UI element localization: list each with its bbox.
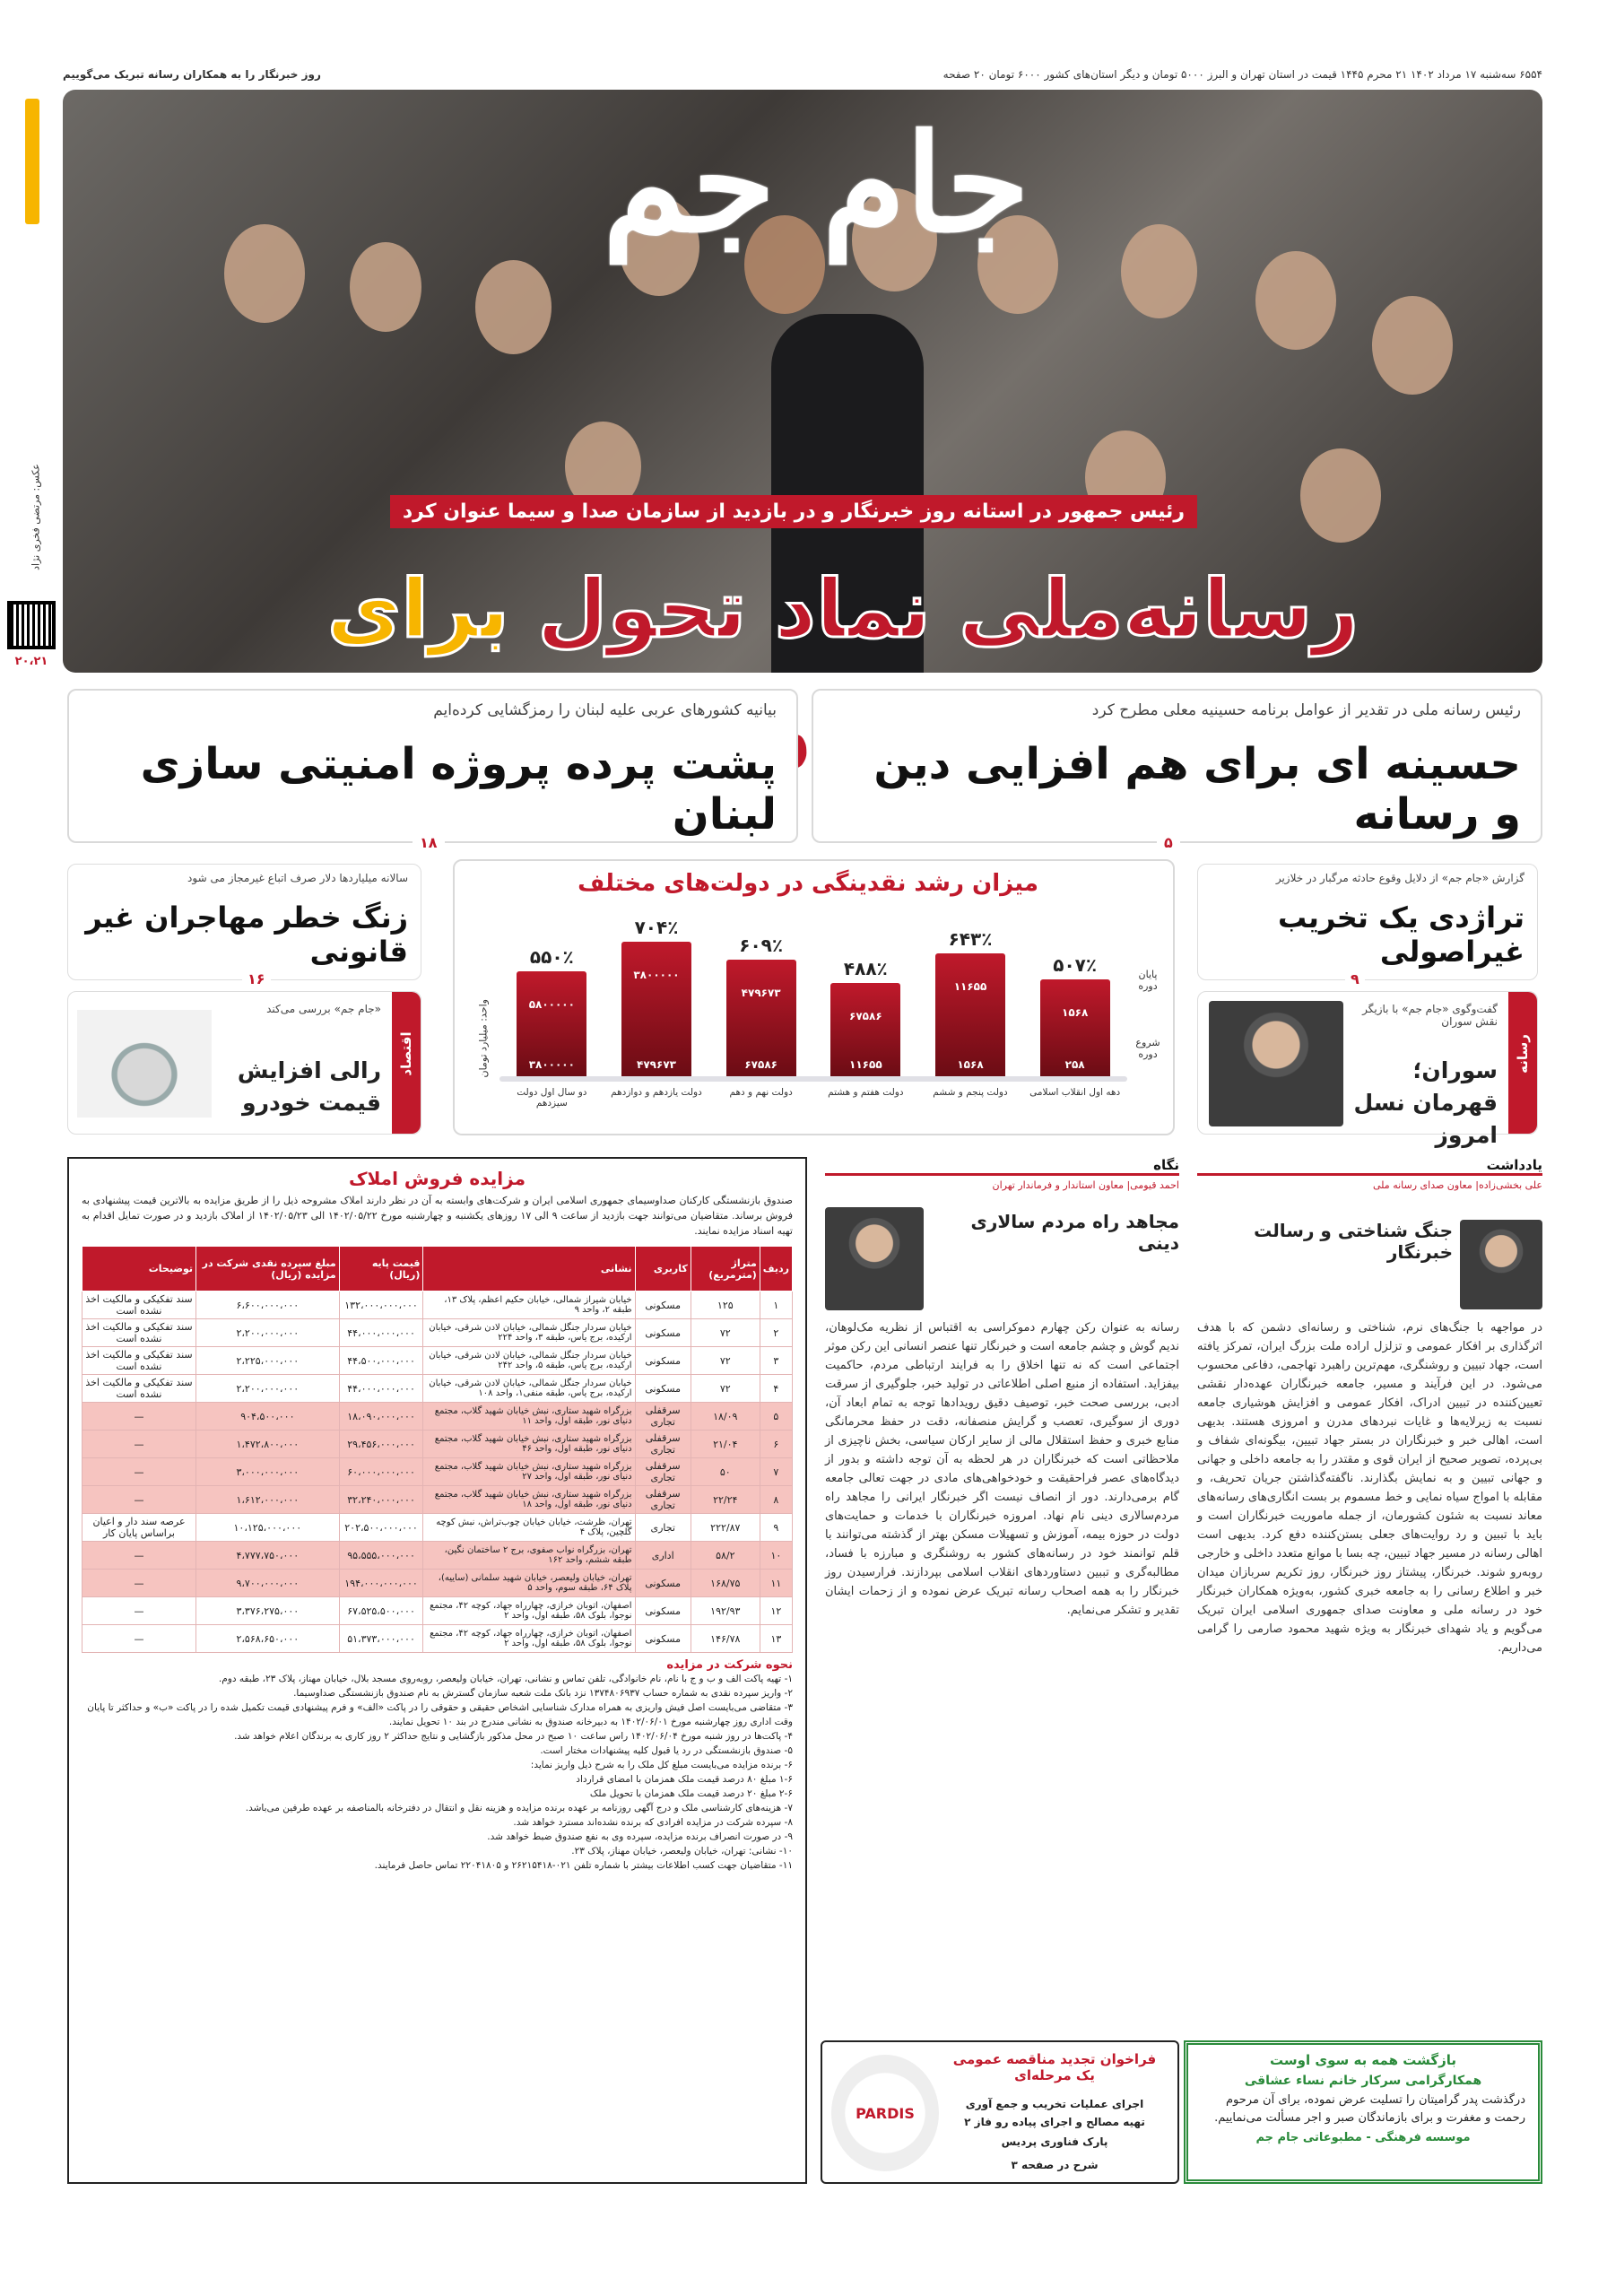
table-cell: ۳۲،۲۴۰،۰۰۰،۰۰۰ — [339, 1486, 423, 1514]
condolence-signature: موسسه فرهنگی - مطبوعاتی جام جم — [1255, 2131, 1471, 2144]
table-cell: ۴۴،۰۰۰،۰۰۰،۰۰۰ — [339, 1375, 423, 1403]
tender-ref: شرح در صفحه ۳ — [1011, 2159, 1099, 2171]
page-ref: ۱۸ — [413, 834, 445, 851]
story-headline: پشت پرده پروژه امنیتی سازی لبنان — [140, 739, 777, 839]
bar-growth-label: ۶۴۳٪ — [948, 928, 993, 950]
table-cell: ۹ — [760, 1514, 792, 1542]
howto-item: ۲-۶ مبلغ ۲۰ درصد قیمت ملک همزمان با تحویل ملک — [589, 1788, 793, 1799]
table-cell: ۱۹۲/۹۳ — [691, 1597, 760, 1625]
chart-plot-area — [499, 897, 1127, 1076]
chart-category-label: دولت یازدهم و دوازدهم — [611, 1087, 702, 1098]
table-cell: ۱۳۲،۰۰۰،۰۰۰،۰۰۰ — [339, 1292, 423, 1319]
table-cell: ۲ — [760, 1319, 792, 1347]
teaser-kicker: «جام جم» بررسی می‌کند — [266, 1003, 381, 1015]
table-cell: ۳ — [760, 1347, 792, 1375]
howto-item: ۸- سپرده شرکت در مزایده افرادی که برنده نشده‌اند مسترد خواهد شد. — [513, 1817, 793, 1828]
bar-start-value: ۶۷۵۸۶ — [744, 1058, 777, 1071]
table-cell: ۱۱ — [760, 1570, 792, 1597]
table-cell: ۱۲۵ — [691, 1292, 760, 1319]
teaser-media[interactable] — [1197, 991, 1538, 1148]
left-sidebar — [0, 90, 63, 673]
table-cell: ۲۹،۴۵۶،۰۰۰،۰۰۰ — [339, 1431, 423, 1458]
table-cell: ۱۹۴،۰۰۰،۰۰۰،۰۰۰ — [339, 1570, 423, 1597]
auction-title: مزایده فروش املاک — [349, 1168, 526, 1189]
table-cell: — — [83, 1486, 196, 1514]
condolence-line1: همکارگرامی سرکار خانم نساء عشاقی — [1244, 2074, 1482, 2088]
story-headline: تراژدی یک تخریب غیراصولی — [1278, 900, 1524, 969]
chart-category-label: دولت هفتم و هشتم — [828, 1087, 904, 1098]
table-header-cell: مبلغ سپرده نقدی شرکت در مزایده (ریال) — [196, 1247, 340, 1292]
table-cell: — — [83, 1542, 196, 1570]
bar-start-value: ۱۱۶۵۵ — [849, 1058, 882, 1071]
table-cell: مسکونی — [635, 1570, 691, 1597]
qr-code[interactable] — [7, 601, 56, 649]
table-cell: ۱۶۸/۷۵ — [691, 1570, 760, 1597]
table-cell: مسکونی — [635, 1319, 691, 1347]
chart-categories — [499, 1087, 1127, 1132]
masthead-logo: جام جم — [602, 105, 1030, 263]
table-cell: خیابان شیراز شمالی، خیابان حکیم اعظم، پلاک ۱۳، طبقه ۲، واحد ۹ — [423, 1292, 635, 1319]
teaser-kicker: گفت‌وگوی «جام جم» با بازیگر نقش سوران — [1362, 1003, 1498, 1028]
story-lebanon[interactable] — [67, 689, 798, 843]
chart-title: میزان رشد نقدینگی در دولت‌های مختلف — [578, 870, 1038, 897]
table-cell: ۲،۲۲۵،۰۰۰،۰۰۰ — [196, 1347, 340, 1375]
logo-text: PARDIS — [856, 2104, 915, 2122]
table-cell: تهران، بزرگراه نواب صفوی، برج ۲ ساختمان نگین، طبقه ششم، واحد ۱۶۲ — [423, 1542, 635, 1570]
table-header-cell: متراژ (مترمربع) — [691, 1247, 760, 1292]
howto-item: ۱-۶ مبلغ ۸۰ درصد قیمت ملک همزمان با امضای قرارداد — [576, 1774, 793, 1785]
table-row — [83, 1625, 793, 1653]
howto-item: ۹- در صورت انصراف برنده مزایده، سپرده وی به نفع صندوق ضبط خواهد شد. — [487, 1831, 793, 1842]
chart-axis-line — [499, 1076, 1127, 1082]
table-row — [83, 1431, 793, 1458]
note-author: علی بخشی‌زاده| معاون صدای رسانه ملی — [1373, 1179, 1542, 1191]
table-cell: سرقفلی تجاری — [635, 1458, 691, 1486]
bar-end-value: ۱۱۶۵۵ — [953, 980, 987, 993]
table-cell: سرقفلی تجاری — [635, 1403, 691, 1431]
table-header-cell: نشانی — [423, 1247, 635, 1292]
table-cell: تجاری — [635, 1514, 691, 1542]
table-header-cell: قیمت پایه (ریال) — [339, 1247, 423, 1292]
section-label: اقتصاد — [398, 1031, 414, 1076]
section-label: رسانه — [1515, 1034, 1531, 1074]
table-cell: مسکونی — [635, 1375, 691, 1403]
auction-table — [82, 1246, 793, 1653]
howto-item: ۱- تهیه پاکت الف و ب و ج با نام، نام خانوادگی، تلفن تماس و نشانی، تهران، خیابان ولیعصر، روبه‌روی مسجد بلال، خیابان مهناز، پلاک ۲۳، طبقه دوم. — [218, 1674, 793, 1684]
table-cell: ۱۰،۱۲۵،۰۰۰،۰۰۰ — [196, 1514, 340, 1542]
table-cell: ۲،۵۶۸،۶۵۰،۰۰۰ — [196, 1625, 340, 1653]
story-tragedy[interactable] — [1197, 864, 1538, 980]
table-cell: ۹۰۴،۵۰۰،۰۰۰ — [196, 1403, 340, 1431]
table-cell: ۱،۴۷۲،۸۰۰،۰۰۰ — [196, 1431, 340, 1458]
chart-bar — [517, 971, 586, 1076]
howto-item: ۳- متقاضی می‌بایست اصل فیش واریزی به همراه مدارک شناسایی اشخاص حقیقی و حقوقی را در پاکت «الف» و فرم پیشنهادی قیمت تکمیل شده را در پاکت «ب» و حداکثر تا پایان وقت اداری روز چهارشنبه مورخ ۱۴۰۲/۰۶/۰۱ به دبیرخانه صندوق به نشانی مندرج در بند ۱۰ تحویل نمایند. — [87, 1702, 793, 1727]
howto-item: ۶- برنده مزایده می‌بایست مبلغ کل ملک را به شرح ذیل واریز نماید: — [530, 1760, 793, 1770]
chart-category-label: دولت پنجم و ششم — [933, 1087, 1008, 1098]
table-cell: ۵۰ — [691, 1458, 760, 1486]
table-cell: تهران، خیابان ولیعصر، خیابان شهید سلمانی (ساییه)، پلاک ۶۴، طبقه سوم، واحد ۵ — [423, 1570, 635, 1597]
chart-bar — [621, 942, 691, 1076]
story-headline: حسینه ای برای هم افزایی دین و رسانه — [873, 739, 1521, 839]
hero-headline[interactable] — [278, 543, 1408, 677]
chart-category-label: دولت نهم و دهم — [729, 1087, 793, 1098]
table-row — [83, 1292, 793, 1319]
table-cell: — — [83, 1431, 196, 1458]
note-headline[interactable]: جنگ شناختی و رسالت خبرنگار — [1254, 1220, 1453, 1263]
actor-photo — [1209, 1001, 1343, 1126]
table-cell: ۷۲ — [691, 1375, 760, 1403]
table-header-cell: کاربری — [635, 1247, 691, 1292]
bar-start-value: ۴۷۹۶۷۳ — [637, 1058, 676, 1071]
table-cell: ۲۱/۰۴ — [691, 1431, 760, 1458]
table-cell: ۲،۲۰۰،۰۰۰،۰۰۰ — [196, 1375, 340, 1403]
author-photo — [1460, 1220, 1542, 1309]
table-cell: — — [83, 1625, 196, 1653]
headline-part-1: رسانه‌ملی نماد — [774, 562, 1359, 657]
table-cell: سند تفکیکی و مالکیت اخذ نشده است — [83, 1375, 196, 1403]
table-row — [83, 1319, 793, 1347]
bar-start-value: ۳۸۰۰۰۰۰ — [528, 1058, 575, 1071]
table-cell: سند تفکیکی و مالکیت اخذ نشده است — [83, 1347, 196, 1375]
table-header — [83, 1247, 793, 1292]
table-row — [83, 1486, 793, 1514]
table-cell: ۹۵،۵۵۵،۰۰۰،۰۰۰ — [339, 1542, 423, 1570]
bar-growth-label: ۵۰۷٪ — [1053, 954, 1098, 976]
table-cell: — — [83, 1458, 196, 1486]
table-cell: ۱۲ — [760, 1597, 792, 1625]
table-cell: ۲،۲۰۰،۰۰۰،۰۰۰ — [196, 1319, 340, 1347]
table-cell: بزرگراه شهید ستاری، نبش خیابان شهید گلاب، مجتمع دنیای نور، طبقه اول، واحد ۱۱ — [423, 1403, 635, 1431]
table-row — [83, 1347, 793, 1375]
table-cell: ۸ — [760, 1486, 792, 1514]
table-cell: ۱۸/۰۹ — [691, 1403, 760, 1431]
table-cell: — — [83, 1403, 196, 1431]
story-kicker: گزارش «جام جم» از دلایل وقوع حادثه مرگبار در خلازیر — [1275, 872, 1524, 884]
section-label: یادداشت — [1486, 1157, 1542, 1173]
sidebar-accent — [25, 99, 39, 224]
look-column — [825, 1157, 1179, 2018]
bar-end-value: ۱۵۶۸ — [1062, 1006, 1089, 1019]
table-cell: ۵ — [760, 1403, 792, 1431]
table-cell: ۴۴،۰۰۰،۰۰۰،۰۰۰ — [339, 1319, 423, 1347]
table-cell: — — [83, 1570, 196, 1597]
table-cell: ۷۲ — [691, 1319, 760, 1347]
row-end-label: پایان دوره — [1138, 969, 1158, 992]
table-cell: سند تفکیکی و مالکیت اخذ نشده است — [83, 1292, 196, 1319]
table-cell: مسکونی — [635, 1292, 691, 1319]
chart-bar — [1040, 979, 1110, 1076]
tender-line3: پارک فناوری پردیس — [1001, 2135, 1108, 2148]
table-cell: ۶۰،۰۰۰،۰۰۰،۰۰۰ — [339, 1458, 423, 1486]
teaser-economy[interactable] — [67, 991, 421, 1135]
table-row — [83, 1403, 793, 1431]
table-cell: ۱۰ — [760, 1542, 792, 1570]
table-cell: ۶،۶۰۰،۰۰۰،۰۰۰ — [196, 1292, 340, 1319]
table-row — [83, 1514, 793, 1542]
tender-logo — [831, 2055, 939, 2171]
chart-category-label: دهه اول انقلاب اسلامی — [1029, 1087, 1121, 1098]
story-kicker: رئیس رسانه ملی در تقدیر از عوامل برنامه حسینیه معلی مطرح کرد — [1091, 701, 1521, 719]
note-column — [1197, 1157, 1542, 2036]
car-photo — [77, 1010, 212, 1118]
howto-item: ۷- هزینه‌های کارشناسی ملک و درج آگهی روزنامه بر عهده برنده مزایده و هزینه نقل و انتقال در دفترخانه بالمناصفه بر عهده طرفین می‌باشد. — [245, 1803, 793, 1813]
table-cell: ۷۲ — [691, 1347, 760, 1375]
table-header-cell: توضیحات — [83, 1247, 196, 1292]
table-row — [83, 1570, 793, 1597]
table-cell: خیابان سردار جنگل شمالی، خیابان لادن شرقی، خیابان ارکیده، برج یاس، طبقه ۳، واحد ۲۲۴ — [423, 1319, 635, 1347]
hero-photo — [63, 90, 1542, 673]
table-cell: ۳،۳۷۶،۲۷۵،۰۰۰ — [196, 1597, 340, 1625]
story-kicker: سالانه میلیاردها دلار صرف اتباع غیرمجاز می‌ شود — [187, 872, 408, 884]
howto-item: ۱۱- متقاضیان جهت کسب اطلاعات بیشتر با شماره تلفن ۰۲۱-۲۶۲۱۵۴۱۸ و ۲۲۰۴۱۸۰۵ تماس حاصل فرمایند. — [374, 1860, 793, 1871]
bar-growth-label: ۷۰۴٪ — [634, 917, 679, 938]
bar-end-value: ۴۷۹۶۷۳ — [741, 987, 781, 999]
hero-subhead: رئیس جمهور در استانه روز خبرنگار و در بازدید از سازمان صدا و سیما عنوان کرد — [390, 495, 1197, 528]
table-row — [83, 1458, 793, 1486]
headline-part-2: تحول — [537, 562, 747, 657]
issue-info: ۶۵۵۴ سه‌شنبه ۱۷ مرداد ۱۴۰۲ ۲۱ محرم ۱۴۴۵ قیمت در استان تهران و البرز ۵۰۰۰ تومان و دیگر استان‌های کشور ۶۰۰۰ تومان ۲۰ صفحه — [942, 68, 1542, 81]
table-cell: ۵۱،۳۷۳،۰۰۰،۰۰۰ — [339, 1625, 423, 1653]
table-cell: خیابان سردار جنگل شمالی، خیابان لادن شرقی، خیابان ارکیده، برج یاس، طبقه ۵، واحد ۲۴۲ — [423, 1347, 635, 1375]
table-cell: عرصه سند دار و اعیان براساس پایان کار — [83, 1514, 196, 1542]
section-label: نگاه — [1153, 1157, 1179, 1173]
bar-growth-label: ۶۰۹٪ — [739, 935, 784, 956]
chart-liquidity — [453, 859, 1175, 1135]
auction-ad — [67, 1157, 807, 2184]
top-info-line — [63, 68, 1542, 84]
table-cell: بزرگراه شهید ستاری، نبش خیابان شهید گلاب، مجتمع دنیای نور، طبقه اول، واحد ۱۸ — [423, 1486, 635, 1514]
table-cell: ۱،۶۱۲،۰۰۰،۰۰۰ — [196, 1486, 340, 1514]
table-cell: سرقفلی تجاری — [635, 1431, 691, 1458]
condolence-body: درگذشت پدر گرامیتان را تسلیت عرض نموده، برای آن مرحوم رحمت و مغفرت و برای بازماندگان صبر و اجر مسألت می‌نماییم. — [1214, 2093, 1525, 2125]
bar-growth-label: ۴۸۸٪ — [843, 958, 888, 979]
greeting-line: روز خبرنگار را به همکاران رسانه تبریک می‌گوییم — [63, 68, 321, 81]
table-cell: اصفهان، اتوبان خرازی، چهارراه جهاد، کوچه ۴۲، مجتمع نوجوا، بلوک ۵۸، طبقه اول، واحد ۲ — [423, 1625, 635, 1653]
table-row — [83, 1542, 793, 1570]
note-body: در مواجهه با جنگ‌های نرم، شناختی و رسانه‌ای دشمن که با هدف اثرگذاری بر افکار عمومی و تزلزل اراده ملت بزرگ ایران، تمرکز یافته است، جهاد تبیین و روشنگری، مهم‌ترین راهبرد تهاجمی، دفاعی محسوب می‌شود. در این فرآیند و مسیر، جامعه خبرنگاران عهده‌دار نقشی تعیین‌کننده در تبیین ادراک، افکار عمومی و افزایش هوشیاری جامعه نسبت به زیرلایه‌ها و غایات نبردهای مدرن و امروزی هستند. بدیهی است، اهالی خبر و خبرنگاران در بستر جهاد تبیین، بیگونه‌ای شفاف و بی‌پرده، تصویر صحیح از ایران قوی و مقتدر را به جامعه داخلی و جهانی و جهانی تبیین و به نمایش بگذارند. ناگفته‌گذاشتن جریان تحریف، و مقابله با امواج سیاه نمایی و خط مسموم بر بست انگاری‌های رسانه‌های معاند نسبت به شئون کشورمان، از جمله ماموریت خبرنگاران است و باید با تببین و رد روایت‌های جعلی بستن‌کننده دفع کرد. بدیهی است اهالی رسانه در مسیر جهاد تبیین، چه بسا با موانع متعدد داخلی و خارجی روبه‌رو شوند. خبرنگار، پیشتاز روز خبرنگار، روز تکریم سربازان میدان خبر و اطلاع رسانی را به جامعه خبری کشور، به‌ویژه همکاران خبرنگار خود در رسانه ملی و معاونت صدای جمهوری اسلامی ایران تبریک می‌گویم و یاد شهدای خبرنگار به ویژه شهید محمود صارمی را گرامی می‌داریم. — [1196, 1321, 1542, 1655]
table-cell: ۲۲/۲۴ — [691, 1486, 760, 1514]
table-cell: بزرگراه شهید ستاری، نبش خیابان شهید گلاب، مجتمع دنیای نور، طبقه اول، واحد ۴۶ — [423, 1431, 635, 1458]
bar-start-value: ۲۵۸ — [1064, 1058, 1085, 1071]
table-cell: تهران، ظرشت، خیابان خیابان چوب‌تراش، نبش کوچه گلچین، پلاک ۴ — [423, 1514, 635, 1542]
table-cell: ۳،۰۰۰،۰۰۰،۰۰۰ — [196, 1458, 340, 1486]
table-cell: مسکونی — [635, 1347, 691, 1375]
look-body: رسانه به عنوان رکن چهارم دموکراسی به اقتباس از نظریه مک‌لوهان، ندیم گوش و چشم جامعه است و خبرنگار تنها عنصر انسانی این رکن موثر اجتماعی است که نه تنها اخلاق را به فرایند ارتباطی مردم، حاکمیت بیفزاید. استفاده از منبع اصلی اطلاعاتی در تولید خبر، جلوگیری از سرقت ادبی، بررسی صحت خبر، توصیف دقیق رویدادها توجه به تمام ابعاد آن، دوری از سوگیری، تعصب و گرایش منصفانه، دقت در حفظ محرمانگی منابع خبری و حفظ استقلال مالی از سایر ارکان سیاسی، بخش ناچیزی از ملاحظاتی است که خبرنگاران در هر لحظه به آن توجه داشته و بدور از دیدگاه‌های عصر فراحقیقت و خودخواهی‌های مادی در جهت تعالی جامعه گام برمی‌دارند. دور از انصاف نیست اگر خبرنگار ایرانی را مجاهد راه مردم‌سالاری دینی نام نهاد. امروزه خبرنگاران با خدمات و حمایت‌های دولت در حوزه بیمه، آموزش و تسهیلات مسکن بهتر از گذشته می‌توانند با قلم توانمند خود در رسانه‌های کشور به روشنگری و مبارزه با فساد، مطالبه‌گری و تببین دستاوردهای انقلاب اسلامی بپردازند. فرارسیدن روز خبرنگار را به همه اصحاب رسانه تبریک عرض نموده و از زحمات ایشان تقدیر و تشکر می‌نمایم. — [825, 1321, 1179, 1617]
bar-end-value: ۳۸۰۰۰۰۰ — [633, 969, 680, 981]
table-cell: مسکونی — [635, 1625, 691, 1653]
table-cell: ۱۴۶/۷۸ — [691, 1625, 760, 1653]
table-cell: ۹،۷۰۰،۰۰۰،۰۰۰ — [196, 1570, 340, 1597]
page-ref: ۹ — [1345, 970, 1365, 987]
row-start-label: شروع دوره — [1135, 1037, 1160, 1060]
page-ref: ۵ — [1157, 834, 1180, 851]
tender-line1: اجرای عملیات تخریب و جمع آوری — [965, 2098, 1144, 2110]
tender-ad[interactable] — [821, 2040, 1179, 2184]
table-header-cell: ردیف — [760, 1247, 792, 1292]
table-cell: ۱ — [760, 1292, 792, 1319]
page-ref: ۱۶ — [242, 970, 271, 987]
table-cell: ۷ — [760, 1458, 792, 1486]
table-cell: ۲۰۲،۵۰۰،۰۰۰،۰۰۰ — [339, 1514, 423, 1542]
author-photo — [825, 1207, 924, 1310]
table-cell: ۶۷،۵۲۵،۵۰۰،۰۰۰ — [339, 1597, 423, 1625]
condolence-ad — [1184, 2040, 1542, 2184]
howto-list — [82, 1672, 793, 1873]
photo-credit: عکس: مرتضی فخری نژاد — [30, 464, 42, 570]
auction-intro: صندوق بازنشستگی کارکنان صداوسیمای جمهوری اسلامی ایران و شرکت‌های وابسته به آن در نظر دارند املاک مشروحه ذیل را از طریق مزایده به بالاترین قیمت پیشنهادی به فروش برساند. متقاضیان می‌توانند جهت بازدید از ساعت ۹ الی ۱۷ روزهای یکشنبه و چهارشنبه مورخ ۱۴۰۲/۰۵/۲۲ الی ۱۴۰۲/۰۵/۲۳ از املاک بازدید و در صورت تمایل اقدام به تهیه اسناد مزایده نمایند. — [82, 1195, 793, 1237]
story-kicker: بیانیه کشورهای عربی علیه لبنان را رمزگشایی کرده‌ایم — [433, 701, 777, 719]
tender-title: فراخوان تجدید مناقصه عمومی یک مرحله‌ای — [952, 2051, 1157, 2083]
table-cell: ۱۳ — [760, 1625, 792, 1653]
chart-bar — [935, 953, 1005, 1076]
table-cell: سرقفلی تجاری — [635, 1486, 691, 1514]
howto-item: ۴- پاکت‌ها در روز شنبه مورخ ۱۴۰۲/۰۶/۰۴ راس ساعت ۱۰ صبح در محل مذکور بازگشایی و نتایج حداکثر ۲ روز کاری به برندگان اعلام خواهد شد. — [234, 1731, 793, 1742]
story-hosseinieh[interactable] — [812, 689, 1542, 843]
table-cell: سند تفکیکی و مالکیت اخذ نشده است — [83, 1319, 196, 1347]
look-author: احمد قیومی| معاون استاندار و فرماندار تهران — [992, 1179, 1179, 1191]
look-headline[interactable]: مجاهد راه مردم سالاری دینی — [970, 1211, 1179, 1254]
table-cell: ۱۸،۰۹۰،۰۰۰،۰۰۰ — [339, 1403, 423, 1431]
chart-bar — [726, 960, 796, 1076]
headline-part-3: برای — [326, 562, 509, 657]
table-cell: بزرگراه شهید ستاری، نبش خیابان شهید گلاب، مجتمع دنیای نور، طبقه اول، واحد ۲۷ — [423, 1458, 635, 1486]
story-immigrants[interactable] — [67, 864, 421, 980]
condolence-title: بازگشت همه به سوی اوست — [1270, 2052, 1456, 2068]
table-cell: اداری — [635, 1542, 691, 1570]
howto-title: نحوه شرکت در مزایده — [666, 1658, 793, 1672]
table-cell: ۲۲۲/۸۷ — [691, 1514, 760, 1542]
bar-start-value: ۱۵۶۸ — [957, 1058, 984, 1071]
table-row — [83, 1597, 793, 1625]
chart-unit-label: واحد: میلیارد تومان — [477, 999, 490, 1078]
table-row — [83, 1375, 793, 1403]
table-cell: ۴۴،۵۰۰،۰۰۰،۰۰۰ — [339, 1347, 423, 1375]
table-cell: مسکونی — [635, 1597, 691, 1625]
sidebar-code: ۲۰،۲۱ — [14, 655, 48, 668]
bar-growth-label: ۵۵۰٪ — [529, 946, 574, 968]
teaser-headline: سوران؛ قهرمان نسل امروز — [1353, 1057, 1498, 1148]
howto-item: ۵- صندوق بازنشستگی در رد یا قبول کلیه پیشنهادات مختار است. — [540, 1745, 793, 1756]
divider — [825, 1173, 1179, 1176]
table-cell: اصفهان، اتوبان خرازی، چهارراه جهاد، کوچه ۴۲، مجتمع نوجوا، بلوک ۵۸، طبقه اول، واحد ۲ — [423, 1597, 635, 1625]
table-cell: خیابان سردار جنگل شمالی، خیابان لادن شرقی، خیابان ارکیده، برج یاس، طبقه منفی۱، واحد ۱۰۸ — [423, 1375, 635, 1403]
tender-line2: تهیه مصالح و اجرای پیاده رو فاز ۲ — [964, 2116, 1145, 2128]
table-cell: ۴،۷۷۷،۷۵۰،۰۰۰ — [196, 1542, 340, 1570]
bar-end-value: ۵۸۰۰۰۰۰ — [528, 998, 575, 1011]
story-headline: زنگ خطر مهاجران غیر قانونی — [85, 900, 408, 969]
table-cell: ۵۸/۲ — [691, 1542, 760, 1570]
howto-item: ۱۰- نشانی: تهران، خیابان ولیعصر، خیابان مهناز، پلاک ۲۳. — [571, 1846, 793, 1857]
table-cell: ۴ — [760, 1375, 792, 1403]
bar-end-value: ۶۷۵۸۶ — [849, 1010, 882, 1022]
table-cell: ۶ — [760, 1431, 792, 1458]
howto-item: ۲- واریز سپرده نقدی به شماره حساب ۱۳۷۴۸۰۶۹۳۷ نزد بانک ملت شعبه سازمان گسترش به نام صندوق بازنشستگی صداوسیما. — [293, 1688, 793, 1699]
table-cell: — — [83, 1597, 196, 1625]
chart-bar — [830, 983, 900, 1076]
chart-category-label: دو سال اول دولت سیزدهم — [517, 1087, 587, 1109]
divider — [1197, 1173, 1542, 1176]
teaser-headline: رالی افزایش قیمت خودرو — [237, 1057, 381, 1116]
